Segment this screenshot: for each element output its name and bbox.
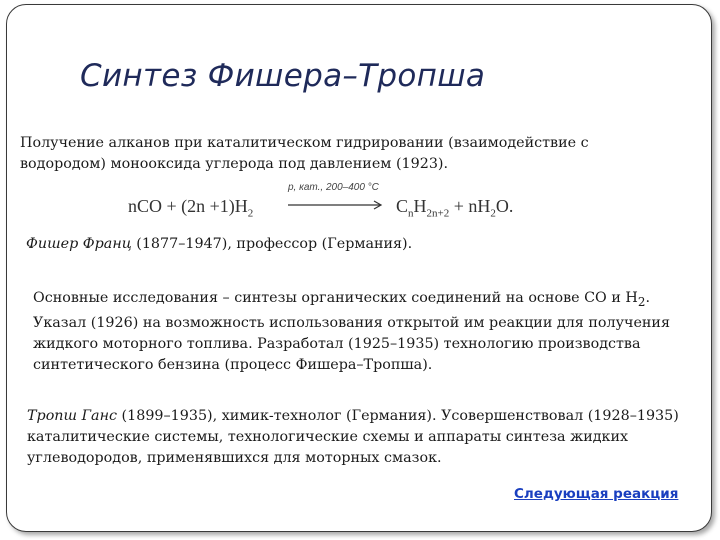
fischer-name: Фишер Франц <box>26 236 132 252</box>
product-h-sub: 2n+2 <box>426 207 450 220</box>
slide-title: Синтез Фишера–Тропша <box>80 58 486 94</box>
reaction-conditions: p, кат., 200–400 °C <box>288 182 379 193</box>
reaction-equation <box>128 182 568 224</box>
product-water-sub: 2 <box>490 207 496 220</box>
equation-products <box>396 196 513 220</box>
research-text: Основные исследования – синтезы органических соединений на основе СО и Н <box>33 290 638 306</box>
tropsch-bio <box>27 406 697 469</box>
reaction-arrow-icon <box>288 198 388 212</box>
tropsch-name: Тропш Ганс <box>27 408 118 424</box>
equation-reactants <box>128 196 253 220</box>
fischer-details: (1877–1947), профессор (Германия). <box>131 236 413 252</box>
research-rest: . Указал (1926) на возможность использования открытой им реакции для получения жидкого моторного топлива. Разработал (1925–1935) технологию производства синтетического бензина (процесс Фишера–Тропша). <box>33 290 670 373</box>
research-sub: 2 <box>637 294 646 309</box>
fischer-bio <box>26 234 666 254</box>
next-reaction-link[interactable]: Следующая реакция <box>514 486 679 502</box>
product-c: C <box>396 196 409 216</box>
tropsch-details: (1899–1935), химик-технолог (Германия). Усовершенствовал (1928–1935) каталитические системы, технологические схемы и аппараты синтеза жидких углеводородов, применявшихся для моторных смазок. <box>27 408 679 466</box>
product-h: H <box>413 196 427 216</box>
research-paragraph <box>33 288 693 376</box>
equation-left-text: nCO + (2n +1)H <box>128 196 248 216</box>
equation-left-sub: 2 <box>247 207 254 220</box>
product-c-sub: n <box>408 207 414 220</box>
product-water: + nH <box>449 196 491 216</box>
product-water-end: O. <box>495 196 514 216</box>
intro-paragraph: Получение алканов при каталитическом гидрировании (взаимодействие с водородом) монооксида углерода под давлением (1923). <box>20 135 589 172</box>
